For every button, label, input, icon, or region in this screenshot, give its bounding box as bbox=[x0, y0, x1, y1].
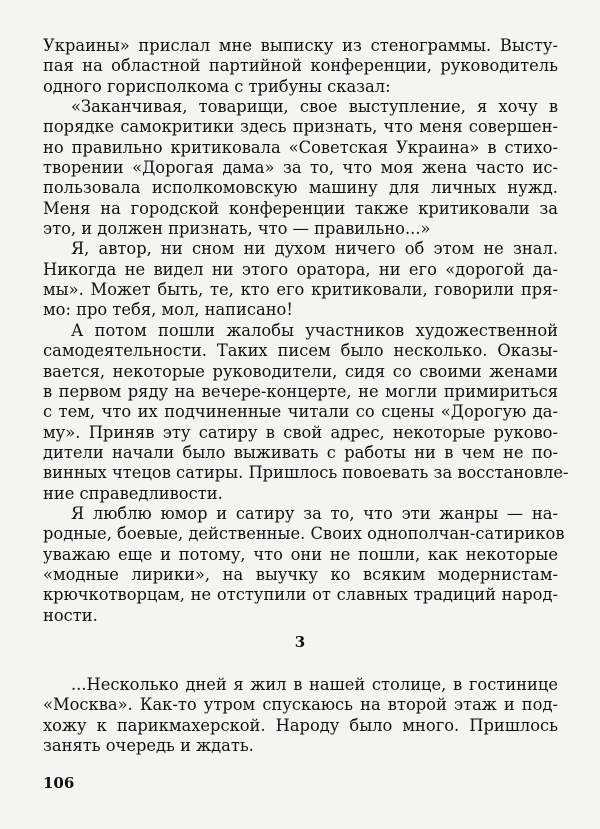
paragraph bbox=[43, 675, 558, 756]
text-line: это, и должен признать, что — правильно...» bbox=[43, 219, 431, 239]
page-number: 106 bbox=[43, 774, 75, 792]
text-line: А потом пошли жалобы участников художественной bbox=[71, 320, 558, 340]
text-line: ...Несколько дней я жил в нашей столице, в гостинице bbox=[71, 675, 558, 694]
section-text bbox=[43, 675, 558, 756]
text-line: крючкотворцам, не отступили от славных традиций народ- bbox=[43, 585, 558, 605]
text-line: ности. bbox=[43, 605, 98, 625]
main-text bbox=[43, 36, 569, 626]
text-line: Украины» прислал мне выписку из стенограммы. Высту- bbox=[43, 36, 558, 55]
text-line: му». Приняв эту сатиру в свой адрес, некоторые руково- bbox=[43, 422, 558, 442]
text-line: Никогда не видел ни этого оратора, ни его «дорогой да- bbox=[43, 259, 558, 279]
text-line: «Заканчивая, товарищи, свое выступление, я хочу в bbox=[71, 97, 558, 117]
paragraph bbox=[43, 97, 558, 239]
text-line: родные, боевые, действенные. Своих однополчан-сатириков bbox=[43, 524, 565, 544]
text-line: занять очередь и ждать. bbox=[43, 736, 254, 756]
text-line: винных чтецов сатиры. Пришлось повоевать за восстановле- bbox=[43, 463, 569, 483]
text-line: творении «Дорогая дама» за то, что моя жена часто ис- bbox=[43, 158, 558, 178]
text-line: одного горисполкома с трибуны сказал: bbox=[43, 76, 391, 96]
section-number: 3 bbox=[294, 633, 306, 651]
text-line: Я люблю юмор и сатиру за то, что эти жанры — на- bbox=[71, 503, 558, 523]
text-line: с тем, что их подчиненные читали со сцены «Дорогую да- bbox=[43, 402, 558, 422]
text-line: дители начали было выживать с работы ни в чем не по- bbox=[43, 442, 558, 462]
text-line: хожу к парикмахерской. Народу было много. Пришлось bbox=[43, 715, 558, 735]
paragraph bbox=[43, 36, 558, 97]
paragraph bbox=[43, 320, 569, 504]
text-line: ние справедливости. bbox=[43, 483, 223, 503]
paragraph bbox=[43, 239, 558, 320]
text-line: самодеятельности. Таких писем было несколько. Оказы- bbox=[43, 341, 558, 361]
text-line: уважаю еще и потому, что они не пошли, как некоторые bbox=[43, 544, 558, 564]
text-line: но правильно критиковала «Советская Украина» в стихо- bbox=[43, 137, 558, 157]
text-line: мы». Может быть, те, кто его критиковали, говорили пря- bbox=[43, 280, 558, 300]
text-line: «модные лирики», на выучку ко всяким модернистам- bbox=[43, 564, 558, 584]
text-line: в первом ряду на вечере-концерте, не могли примириться bbox=[43, 381, 558, 401]
text-line: пользовала исполкомовскую машину для личных нужд. bbox=[43, 178, 558, 198]
text-line: «Москва». Как-то утром спускаюсь на второй этаж и под- bbox=[43, 695, 558, 715]
text-line: мо: про тебя, мол, написано! bbox=[43, 300, 293, 320]
text-line: вается, некоторые руководители, сидя со своими женами bbox=[43, 361, 558, 381]
text-line: порядке самокритики здесь признать, что меня совершен- bbox=[43, 117, 558, 137]
text-line: Меня на городской конференции также критиковали за bbox=[43, 198, 558, 218]
text-line: Я, автор, ни сном ни духом ничего об этом не знал. bbox=[71, 239, 558, 259]
paragraph bbox=[43, 503, 565, 626]
text-line: пая на областной партийной конференции, руководитель bbox=[43, 56, 558, 76]
